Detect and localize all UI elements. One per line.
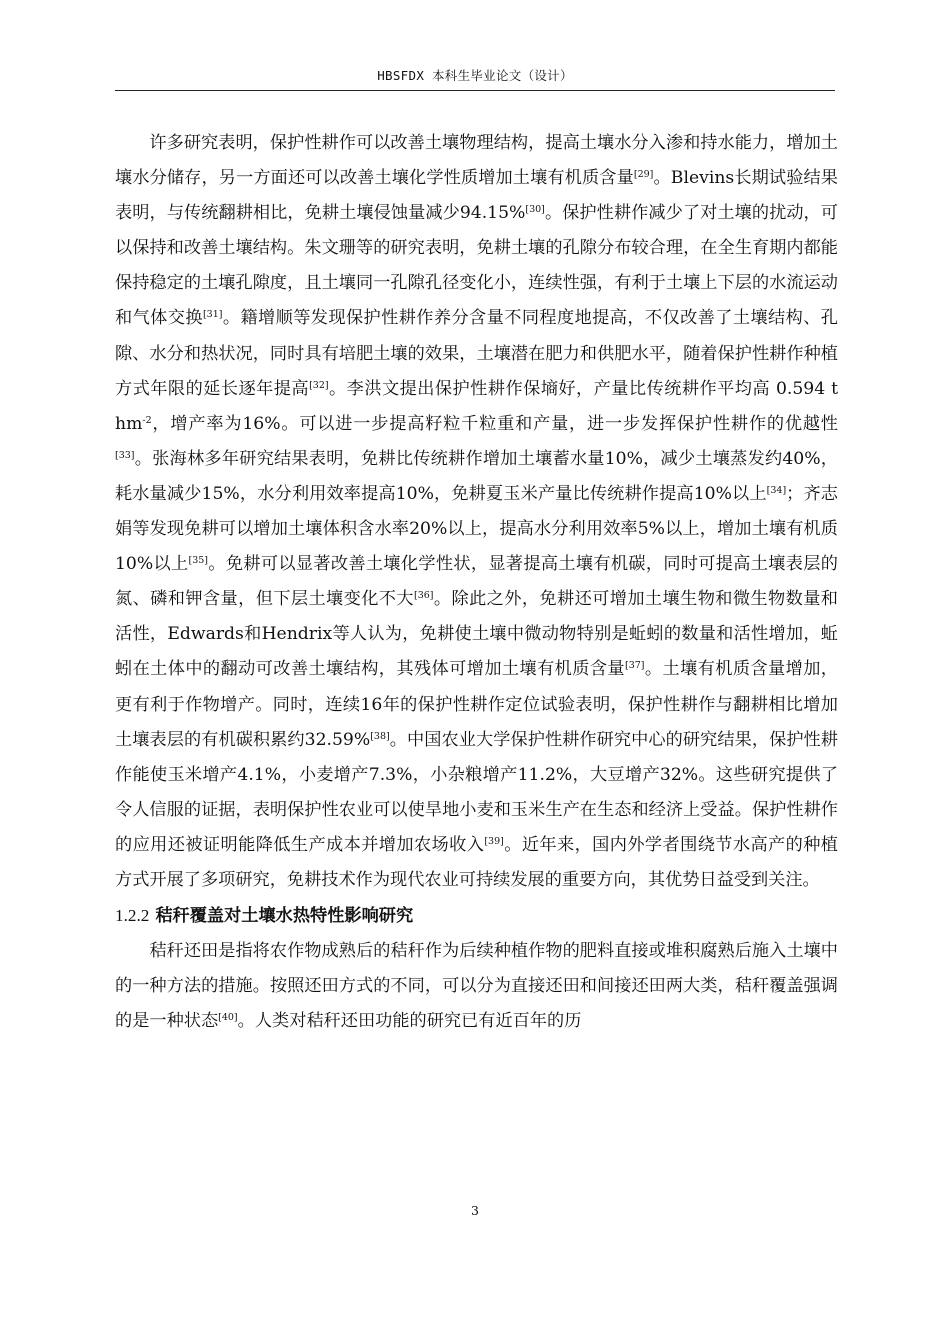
text-segment: 。土壤有机质含量增加，更有利于作物增产。同时，连续16年的保护性耕作定位试验表明，保护性耕作与翻耕相比增加土壤表层的有机碳积累约32.59% xyxy=(115,659,838,750)
unit-exponent: -2 xyxy=(142,414,152,426)
citation: [34] xyxy=(766,484,787,496)
citation: [38] xyxy=(370,730,390,742)
body-text xyxy=(115,126,838,1039)
text-segment: 。近年来，国内外学者围绕节水高产的种植方式开展了多项研究，免耕技术作为现代农业可持续发展的重要方向，其优势日益受到关注。 xyxy=(115,834,838,890)
citation: [37] xyxy=(625,660,645,672)
section-number: 1.2.2 xyxy=(115,906,150,926)
text-segment: 。保护性耕作减少了对土壤的扰动，可以保持和改善土壤结构。朱文珊等的研究表明，免耕土壤的孔隙分布较合理，在全生育期内都能保持稳定的土壤孔隙度，且土壤同一孔隙孔径变化小，连续性强，有利于土壤上下层的水流运动和气体交换 xyxy=(115,203,838,329)
paragraph-conservation-tillage xyxy=(115,126,838,898)
citation: [31] xyxy=(202,309,223,321)
text-segment: 。除此之外，免耕还可增加土壤生物和微生物数量和活性，Edwards和Hendrix等人认为，免耕使土壤中微动物特别是蚯蚓的数量和活性增加，蚯蚓在土体中的翻动可改善土壤结构，其残体可增加土壤有机质含量 xyxy=(115,589,838,680)
paragraph-straw-mulching xyxy=(115,934,838,1039)
header-rule xyxy=(115,90,835,91)
text-segment: 。张海林多年研究结果表明，免耕比传统耕作增加土壤蓄水量10%，减少土壤蒸发约40%，耗水量减少15%，水分利用效率提高10%，免耕夏玉米产量比传统耕作提高10%以上 xyxy=(115,448,838,504)
running-header: HBSFDX 本科生毕业论文（设计） xyxy=(377,68,573,83)
text-segment: 。中国农业大学保护性耕作研究中心的研究结果，保护性耕作能使玉米增产4.1%，小麦增产7.3%，小杂粮增产11.2%，大豆增产32%。这些研究提供了令人信服的证据，表明保护性农业可以使旱地小麦和玉米生产在生态和经济上受益。保护性耕作的应用还被证明能降低生产成本并增加农场收入 xyxy=(115,729,838,855)
text-segment: 。李洪文提出保护性耕作保墒好，产量比传统耕作平均高 0.594 t hm xyxy=(115,378,838,434)
citation: [32] xyxy=(309,379,329,391)
text-segment: ；齐志娟等发现免耕可以增加土壤体积含水率20%以上，提高水分利用效率5%以上，增加土壤有机质10%以上 xyxy=(115,483,838,575)
text-segment: 。免耕可以显著改善土壤化学性状，显著提高土壤有机碳，同时可提高土壤表层的氮、磷和钾含量，但下层土壤变化不大 xyxy=(115,554,838,610)
citation: [40] xyxy=(218,1012,238,1024)
text-segment: 。人类对秸秆还田功能的研究已有近百年的历 xyxy=(237,1011,582,1032)
text-segment: ，增产率为16%。可以进一步提高籽粒千粒重和产量，进一步发挥保护性耕作的优越性 xyxy=(151,413,838,434)
section-title: 秸秆覆盖对土壤水热特性影响研究 xyxy=(155,906,414,927)
section-heading xyxy=(115,898,838,934)
citation: [39] xyxy=(484,835,504,847)
text-segment: 许多研究表明，保护性耕作可以改善土壤物理结构，提高土壤水分入渗和持水能力，增加土壤水分储存，另一方面还可以改善土壤化学性质增加土壤有机质含量 xyxy=(115,133,838,189)
citation: [30] xyxy=(525,204,545,216)
citation: [33] xyxy=(115,449,135,461)
citation: [36] xyxy=(413,590,434,602)
text-segment: 。籍增顺等发现保护性耕作养分含量不同程度地提高，不仅改善了土壤结构、孔隙、水分和热状况，同时具有培肥土壤的效果，土壤潜在肥力和供肥水平，随着保护性耕作种植方式年限的延长逐年提高 xyxy=(115,308,838,399)
page-number: 3 xyxy=(471,1203,479,1218)
citation: [35] xyxy=(188,555,209,567)
text-segment: 。Blevins长期试验结果表明，与传统翻耕相比，免耕土壤侵蚀量减少94.15% xyxy=(115,168,838,224)
citation: [29] xyxy=(633,169,654,181)
text-segment: 秸秆还田是指将农作物成熟后的秸秆作为后续种植作物的肥料直接或堆积腐熟后施入土壤中的一种方法的措施。按照还田方式的不同，可以分为直接还田和间接还田两大类，秸秆覆盖强调的是一种状态 xyxy=(115,941,838,1032)
